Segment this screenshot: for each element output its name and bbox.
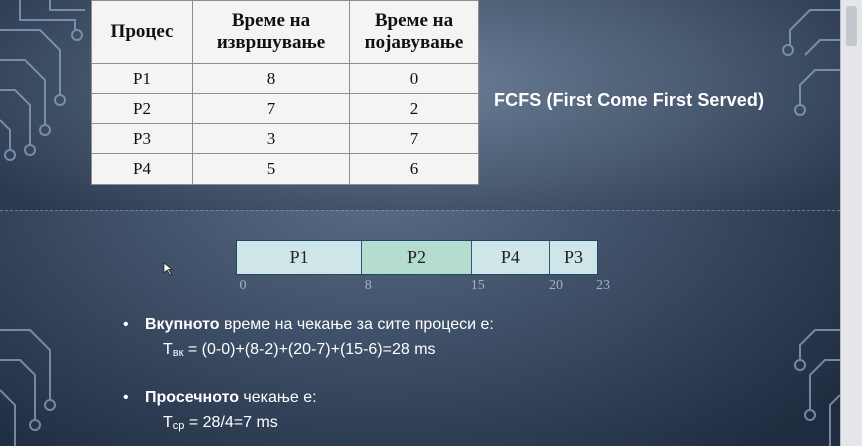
bullet-text: време на чекање за сите процеси е:: [219, 316, 494, 333]
formula-average-waiting: [163, 414, 278, 432]
gantt-segment-p1: P1: [237, 241, 362, 274]
cell-process: P4: [92, 154, 193, 185]
bullet-average-waiting: [123, 389, 317, 407]
formula-subscript: ср: [172, 420, 185, 432]
table-row: [92, 154, 479, 185]
gantt-segment-p4: P4: [472, 241, 550, 274]
cell-process: P3: [92, 124, 193, 154]
bullet-text: чекање е:: [238, 389, 317, 406]
cell-arrival: 7: [350, 124, 479, 154]
scrollbar-thumb[interactable]: [846, 6, 857, 46]
bullet-bold-text: Просечното: [145, 389, 239, 406]
gantt-tick-label: 0: [239, 278, 247, 293]
slide-title: FCFS (First Come First Served): [494, 90, 765, 110]
cell-arrival: 2: [350, 94, 479, 124]
formula-subscript: вк: [172, 347, 184, 359]
bullet-total-waiting: [123, 316, 494, 334]
gantt-segment-p2: P2: [362, 241, 472, 274]
cell-arrival: 0: [350, 64, 479, 94]
table-header-row: [92, 1, 479, 64]
formula-expression: = 28/4=7 ms: [184, 414, 278, 431]
gantt-tick-label: 8: [364, 278, 372, 293]
gantt-tick-label: 23: [596, 278, 610, 293]
formula-expression: = (0-0)+(8-2)+(20-7)+(15-6)=28 ms: [183, 341, 436, 358]
cell-execution: 5: [193, 154, 350, 185]
cell-process: P1: [92, 64, 193, 94]
cell-execution: 8: [193, 64, 350, 94]
gantt-tick-label: 20: [549, 278, 564, 293]
header-process: Процес: [92, 1, 193, 64]
process-table: [91, 0, 479, 185]
table-row: [92, 94, 479, 124]
formula-symbol: T: [163, 414, 173, 431]
mouse-cursor-icon: [163, 262, 173, 276]
header-arrival-time: Време на појавување: [350, 1, 479, 64]
cell-arrival: 6: [350, 154, 479, 185]
gantt-segment-p3: P3: [550, 241, 597, 274]
bullet-dot: •: [123, 316, 129, 333]
scrollbar[interactable]: [840, 0, 862, 446]
table-row: [92, 124, 479, 154]
bullet-bold-text: Вкупното: [145, 316, 220, 333]
formula-symbol: T: [163, 341, 173, 358]
cell-process: P2: [92, 94, 193, 124]
gantt-chart: [236, 240, 598, 275]
gantt-tick-label: 15: [470, 278, 485, 293]
formula-total-waiting: [163, 341, 436, 359]
cell-execution: 3: [193, 124, 350, 154]
cell-execution: 7: [193, 94, 350, 124]
gantt-time-axis: [0, 278, 840, 298]
table-row: [92, 64, 479, 94]
bullet-dot: •: [123, 389, 129, 406]
header-execution-time: Време на извршување: [193, 1, 350, 64]
